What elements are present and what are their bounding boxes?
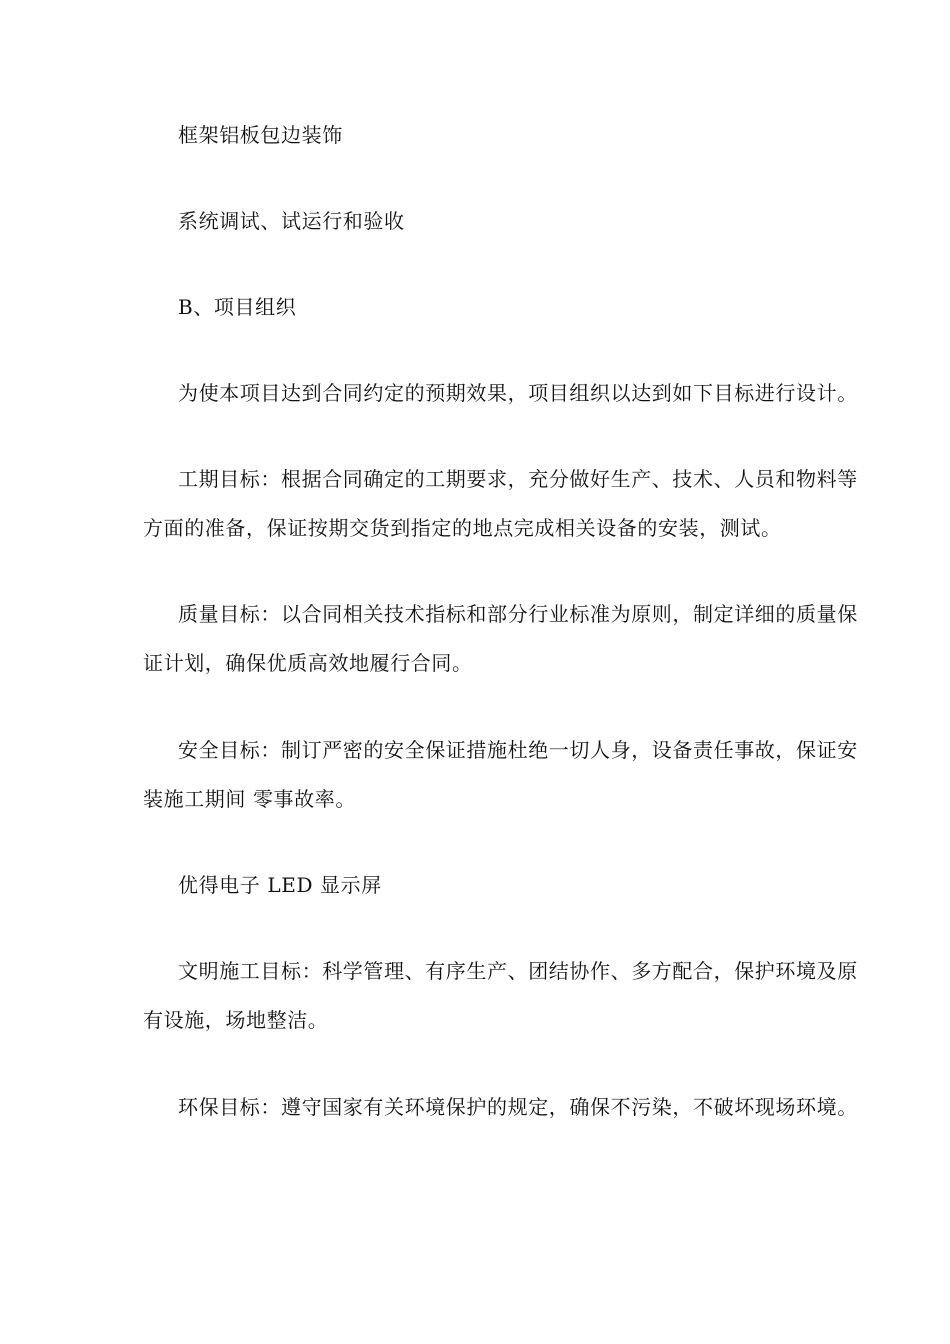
paragraph-safety-goal-line2: 装施工期间 零事故率。: [143, 787, 356, 811]
text-line-frame-decoration: 框架铝板包边装饰: [178, 123, 343, 147]
paragraph-intro: 为使本项目达到合同约定的预期效果，项目组织以达到如下目标进行设计。: [178, 381, 858, 405]
section-heading-project-organization: B、项目组织: [178, 295, 297, 319]
paragraph-quality-goal-line1: 质量目标：以合同相关技术指标和部分行业标准为原则，制定详细的质量保: [178, 602, 858, 626]
paragraph-schedule-goal-line2: 方面的准备，保证按期交货到指定的地点完成相关设备的安装，测试。: [143, 516, 782, 540]
paragraph-schedule-goal-line1: 工期目标：根据合同确定的工期要求，充分做好生产、技术、人员和物料等: [178, 467, 858, 491]
paragraph-civilized-construction-line2: 有设施，场地整洁。: [143, 1008, 329, 1032]
paragraph-civilized-construction-line1: 文明施工目标：科学管理、有序生产、团结协作、多方配合，保护环境及原: [178, 959, 858, 983]
company-label: 优得电子 LED 显示屏: [178, 873, 382, 897]
text-line-system-testing: 系统调试、试运行和验收: [178, 209, 405, 233]
paragraph-quality-goal-line2: 证计划，确保优质高效地履行合同。: [143, 651, 473, 675]
paragraph-safety-goal-line1: 安全目标：制订严密的安全保证措施杜绝一切人身，设备责任事故，保证安: [178, 738, 858, 762]
paragraph-environmental-goal: 环保目标：遵守国家有关环境保护的规定，确保不污染，不破坏现场环境。: [178, 1095, 858, 1119]
